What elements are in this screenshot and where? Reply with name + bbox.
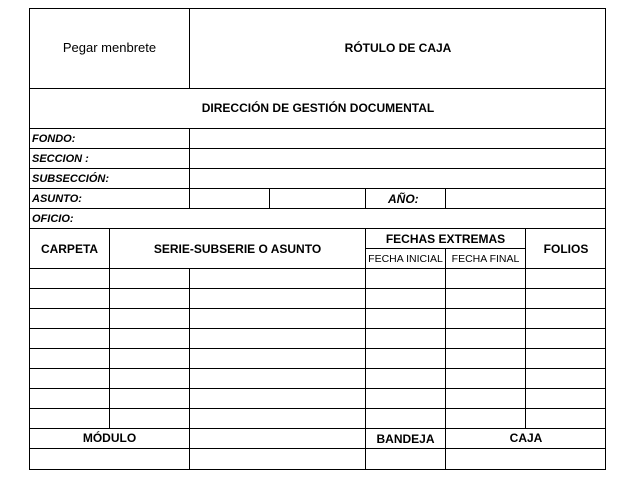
footer-label-bandeja: BANDEJA (376, 432, 435, 446)
divider (29, 388, 606, 389)
divider (29, 328, 606, 329)
logo-placeholder: Pegar menbrete (62, 40, 157, 55)
column-header-fecha-inicial: FECHA INICIAL (368, 253, 443, 265)
divider (29, 428, 606, 429)
footer-label-caja: CAJA (509, 431, 543, 445)
divider (29, 128, 606, 129)
field-label-subseccion: SUBSECCIÓN: (32, 173, 110, 185)
divider (525, 228, 526, 428)
field-label-asunto: ASUNTO: (32, 193, 82, 205)
column-header-carpeta: CARPETA (40, 242, 99, 256)
divider (29, 168, 606, 169)
divider (29, 348, 606, 349)
divider (29, 308, 606, 309)
divider (445, 188, 446, 208)
column-header-fecha-final: FECHA FINAL (451, 253, 520, 265)
divider (365, 188, 366, 208)
field-label-anio: AÑO: (388, 192, 419, 206)
divider (29, 188, 606, 189)
divider (29, 288, 606, 289)
divider (29, 368, 606, 369)
divider (29, 208, 606, 209)
field-label-fondo: FONDO: (32, 133, 76, 145)
column-header-folios: FOLIOS (543, 242, 589, 256)
footer-label-modulo: MÓDULO (82, 431, 137, 445)
field-label-seccion: SECCION : (32, 153, 89, 165)
column-header-fechas: FECHAS EXTREMAS (385, 232, 506, 246)
divider (189, 128, 190, 208)
column-header-serie: SERIE-SUBSERIE O ASUNTO (153, 242, 322, 256)
divider (269, 188, 270, 208)
divider (189, 268, 190, 470)
divider (109, 228, 110, 428)
page-title: RÓTULO DE CAJA (344, 41, 452, 55)
divider (29, 408, 606, 409)
divider (29, 228, 606, 229)
divider (29, 268, 606, 269)
department-title: DIRECCIÓN DE GESTIÓN DOCUMENTAL (201, 101, 435, 115)
divider (29, 88, 606, 89)
divider (29, 148, 606, 149)
field-label-oficio: OFICIO: (32, 213, 74, 225)
divider (29, 448, 606, 449)
